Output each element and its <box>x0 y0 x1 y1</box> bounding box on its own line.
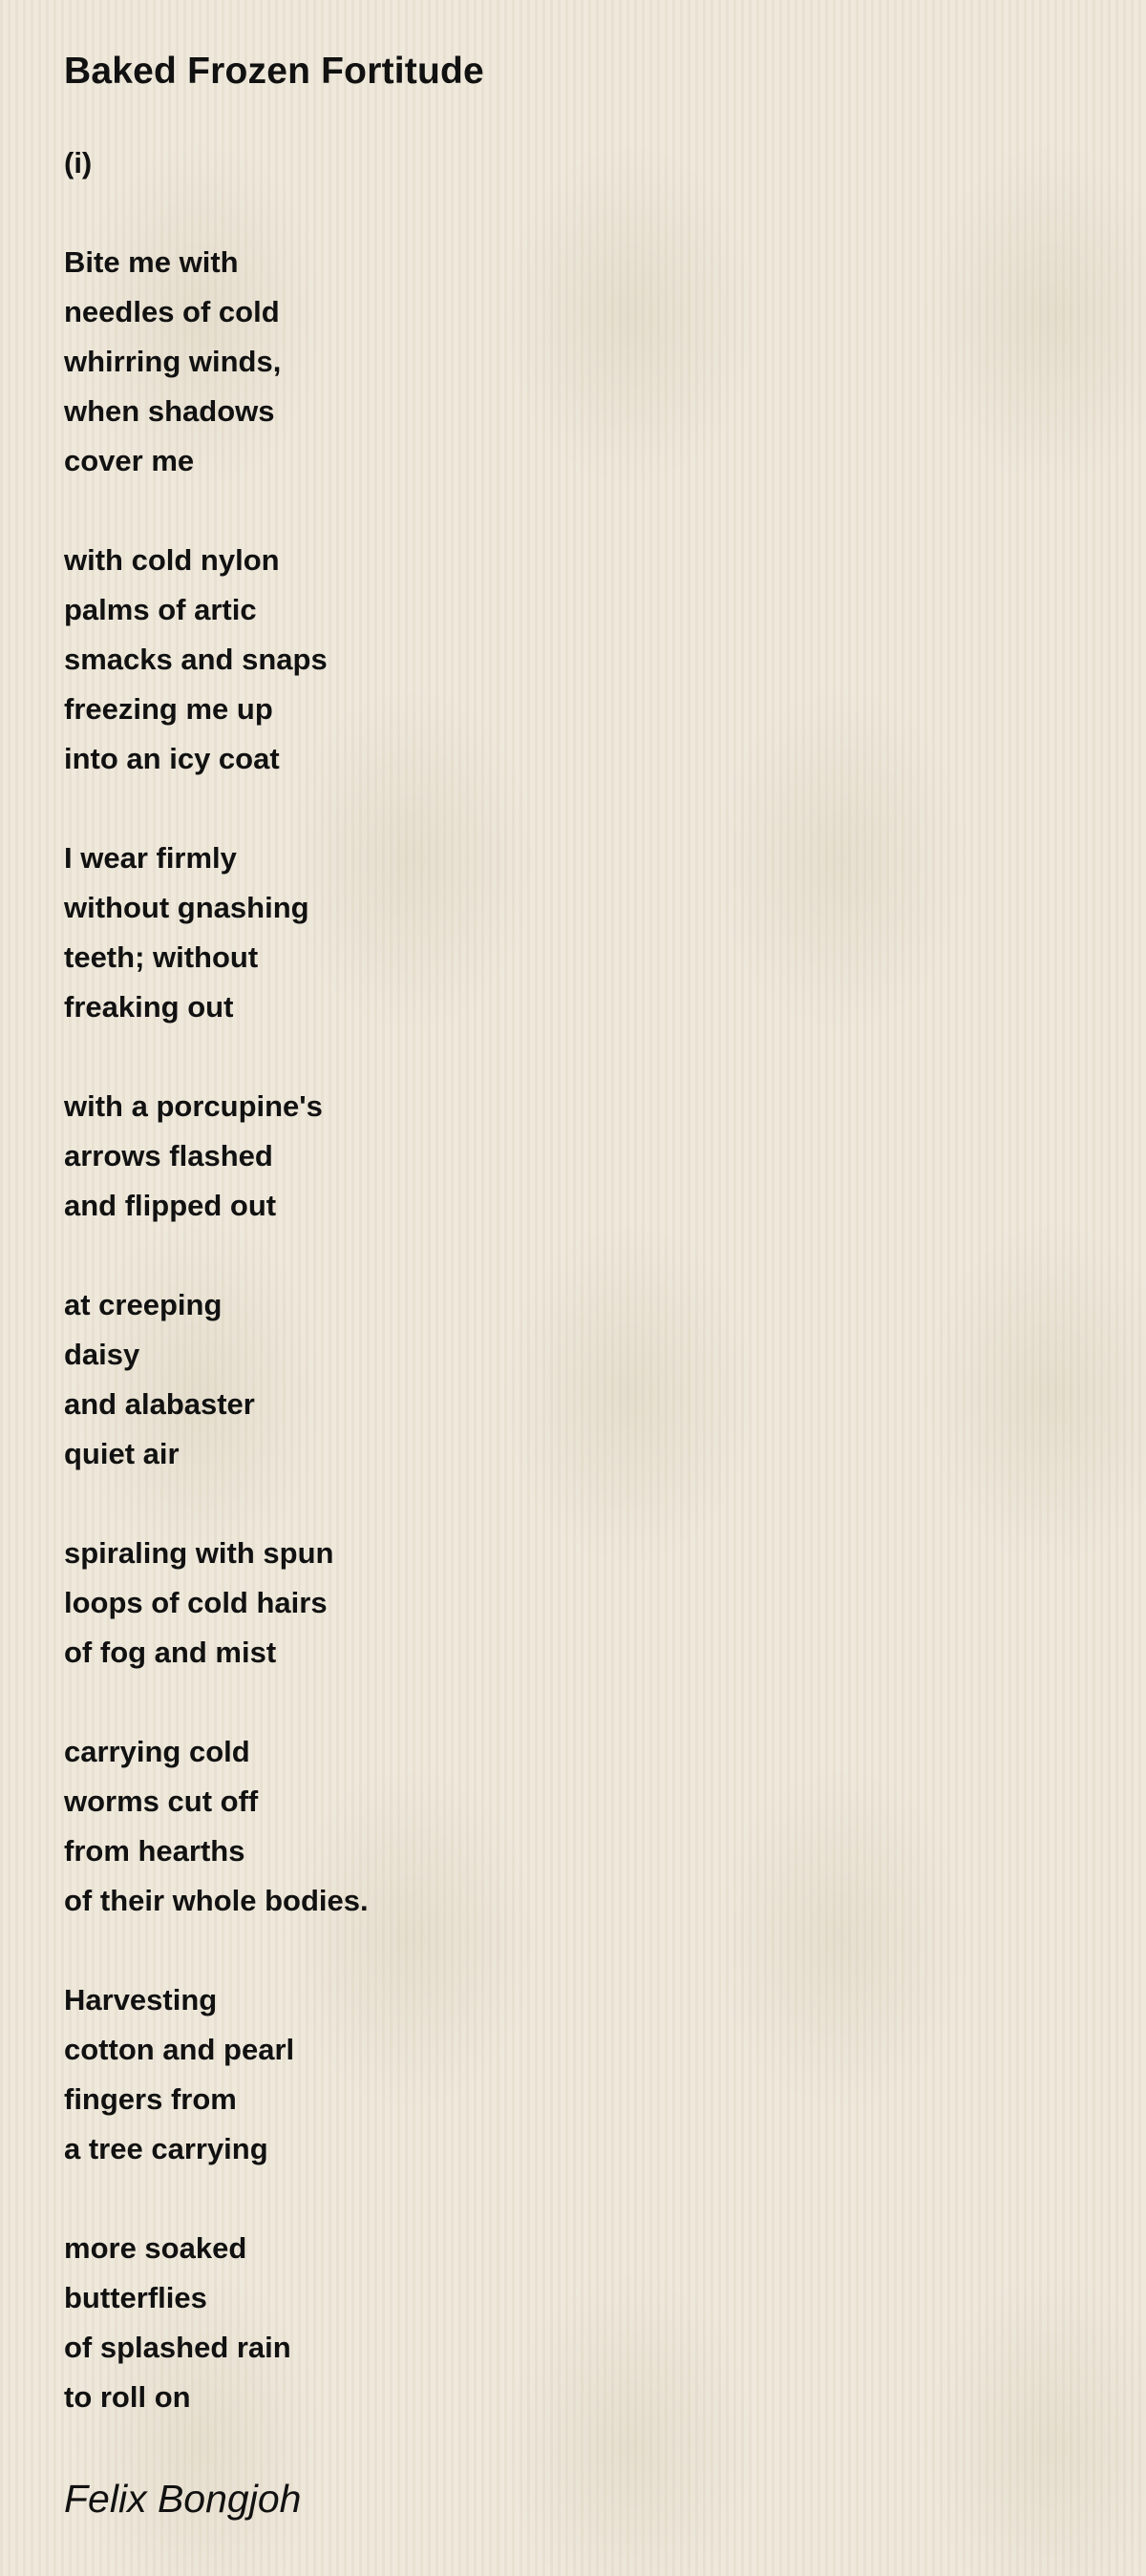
stanza-0 <box>64 138 1095 188</box>
poem-line: loops of cold hairs <box>64 1586 328 1619</box>
stanza-8 <box>64 1975 1095 2174</box>
stanza-2 <box>64 536 1095 784</box>
poem-line: fingers from <box>64 2082 237 2116</box>
poem-title: Baked Frozen Fortitude <box>64 51 484 92</box>
poem-line: from hearths <box>64 1834 245 1868</box>
poem-line: smacks and snaps <box>64 643 328 676</box>
poem-line: spiraling with spun <box>64 1536 334 1570</box>
poem-line: arrows flashed <box>64 1139 273 1172</box>
poem-body <box>64 138 1095 2422</box>
poem-line: cotton and pearl <box>64 2033 295 2066</box>
poem-line: with cold nylon <box>64 543 280 577</box>
poem-line: to roll on <box>64 2380 191 2414</box>
poem-line: cover me <box>64 444 195 477</box>
poem-line: whirring winds, <box>64 345 282 378</box>
poem-line: with a porcupine's <box>64 1089 323 1123</box>
poem-line: Harvesting <box>64 1983 218 2016</box>
stanza-3 <box>64 834 1095 1032</box>
stanza-5 <box>64 1280 1095 1479</box>
poem-line: freaking out <box>64 990 234 1024</box>
poem-line: (i) <box>64 146 93 179</box>
poem-line: and alabaster <box>64 1387 255 1421</box>
poem-card <box>64 46 1095 2525</box>
poem-line: of splashed rain <box>64 2331 291 2364</box>
poem-line: needles of cold <box>64 295 280 328</box>
poem-line: and flipped out <box>64 1189 277 1222</box>
poem-line: more soaked <box>64 2231 247 2265</box>
poem-line: carrying cold <box>64 1735 250 1768</box>
poem-line: of fog and mist <box>64 1636 277 1669</box>
poem-line: into an icy coat <box>64 742 280 775</box>
stanza-6 <box>64 1529 1095 1678</box>
poem-line: when shadows <box>64 394 275 428</box>
poem-line: teeth; without <box>64 940 259 974</box>
stanza-9 <box>64 2224 1095 2422</box>
stanza-1 <box>64 238 1095 486</box>
poem-line: butterflies <box>64 2281 207 2314</box>
poem-line: daisy <box>64 1338 140 1371</box>
stanza-7 <box>64 1727 1095 1926</box>
poem-line: I wear firmly <box>64 841 237 875</box>
poem-author: Felix Bongjoh <box>64 2477 302 2521</box>
poem-line: Bite me with <box>64 245 239 279</box>
poem-line: a tree carrying <box>64 2132 268 2165</box>
stanza-4 <box>64 1082 1095 1231</box>
poem-line: without gnashing <box>64 891 309 924</box>
poem-line: at creeping <box>64 1288 223 1321</box>
poem-line: freezing me up <box>64 692 273 726</box>
poem-line: of their whole bodies. <box>64 1884 369 1917</box>
poem-line: palms of artic <box>64 593 257 626</box>
poem-line: quiet air <box>64 1437 180 1470</box>
poem-line: worms cut off <box>64 1784 259 1818</box>
